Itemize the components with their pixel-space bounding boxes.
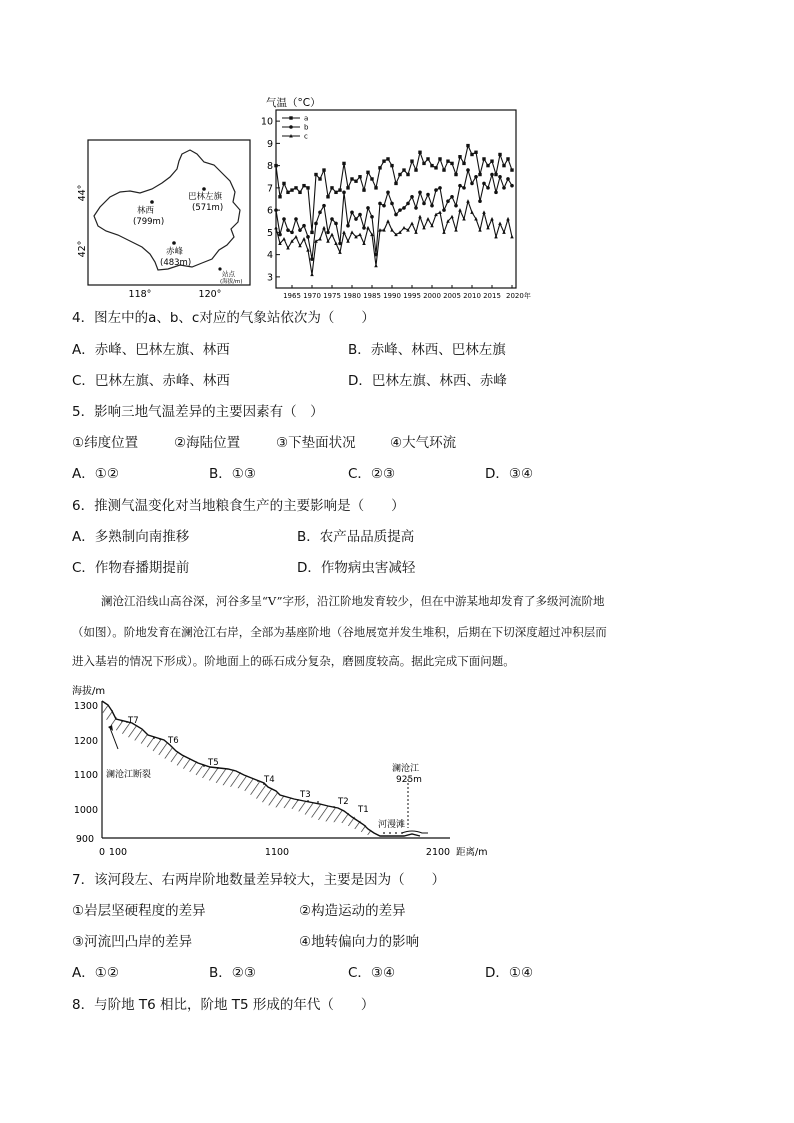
legend-label-a: a (304, 114, 309, 123)
x-tick-label: 2000 (423, 292, 441, 300)
point-b (274, 208, 278, 212)
profile-ytick-900: 900 (75, 834, 94, 845)
point-b (302, 224, 306, 228)
station-elev-chifeng: (483m) (160, 258, 192, 268)
q7-stem: 7．该河段左、右两岸阶地数量差异较大，主要是因为（ ） (72, 872, 446, 888)
legend-label: 站点 (222, 270, 235, 278)
point-a (450, 162, 453, 165)
y-tick-label: 7 (266, 183, 273, 195)
point-a (478, 173, 481, 176)
q4-option-b[interactable]: B．赤峰、林西、巴林左旗 (348, 342, 506, 358)
point-b (442, 208, 446, 212)
temperature-chart (260, 92, 531, 304)
q4-option-a[interactable]: A．赤峰、巴林左旗、林西 (72, 342, 230, 358)
point-b (358, 213, 362, 217)
point-b (334, 222, 338, 226)
point-b (430, 204, 434, 208)
x-tick-label: 2015 (483, 292, 501, 300)
point-a (322, 168, 325, 171)
y-tick-label: 8 (266, 161, 273, 173)
point-b (414, 206, 418, 210)
lon-label-118: 118° (128, 289, 152, 300)
point-b (290, 231, 294, 235)
point-b (382, 204, 386, 208)
point-a (502, 164, 505, 167)
point-c (454, 228, 458, 232)
point-a (474, 151, 477, 154)
point-b (458, 184, 462, 188)
point-a (382, 159, 385, 162)
point-b (478, 199, 482, 203)
point-b (470, 182, 474, 186)
point-c (466, 199, 470, 203)
point-b (346, 224, 350, 228)
point-b (502, 186, 506, 190)
profile-xtick-1100: 1100 (264, 847, 290, 858)
point-c (426, 217, 430, 221)
point-b (422, 202, 426, 206)
point-c (450, 215, 454, 219)
point-a (434, 166, 437, 169)
river-elevation: 925m (396, 775, 422, 785)
point-c (282, 237, 286, 241)
point-b (506, 177, 510, 181)
point-c (310, 273, 314, 277)
point-b (498, 175, 502, 179)
x-tick-label: 1965 (283, 292, 301, 300)
point-b (394, 213, 398, 217)
point-a (390, 164, 393, 167)
point-a (290, 188, 293, 191)
point-b (482, 182, 486, 186)
point-c (498, 221, 502, 225)
point-a (362, 188, 365, 191)
q7-option-d[interactable]: D．①④ (485, 965, 534, 981)
terrace-label-t3: T3 (300, 790, 311, 800)
ground-profile (102, 701, 420, 836)
legend-label-c: c (304, 132, 308, 141)
point-a (398, 173, 401, 176)
fault-pointer (110, 728, 118, 749)
x-tick-label: 2020年 (506, 292, 531, 300)
point-a (506, 157, 509, 160)
point-a (438, 157, 441, 160)
profile-xtick-2100: 2100 (425, 847, 451, 858)
point-c (470, 210, 474, 214)
profile-ylabel: 海拔/m (72, 686, 106, 697)
point-b (446, 199, 450, 203)
point-b (438, 186, 442, 190)
station-elev-balinzuoqi: (571m) (192, 203, 224, 213)
point-c (410, 221, 414, 225)
bedrock-hatch (102, 701, 374, 835)
point-a (342, 162, 345, 165)
q5-item-3: ③下垫面状况 (276, 435, 356, 451)
point-a (490, 159, 493, 162)
point-c (358, 233, 362, 237)
q7-option-c[interactable]: C．③④ (348, 965, 396, 981)
point-a (458, 155, 461, 158)
point-a (418, 151, 421, 154)
station-name-balinzuoqi: 巴林左旗 (188, 192, 223, 202)
terrace-label-t1: T1 (358, 805, 369, 815)
y-tick-label: 9 (266, 138, 273, 150)
point-a (426, 157, 429, 160)
point-a (510, 168, 513, 171)
chart-ylabel: 气温（°C） (266, 97, 321, 109)
point-b (298, 228, 302, 232)
point-a (430, 164, 433, 167)
point-a (306, 186, 309, 189)
profile-xtick-0: 0 (98, 847, 106, 858)
point-a (386, 157, 389, 160)
point-a (310, 231, 313, 234)
q6-stem: 6．推测气温变化对当地粮食生产的主要影响是（ ） (72, 498, 405, 514)
q7-item-1: ①岩层坚硬程度的差异 (72, 903, 206, 919)
passage-line-2: （如图）。阶地发育在澜沧江右岸，全部为基座阶地（谷地展宽并发生堆积，后期在下切深度超过冲积层而 (72, 625, 607, 639)
point-a (422, 162, 425, 165)
point-c (510, 235, 514, 239)
point-c (342, 230, 346, 234)
q7-option-a[interactable]: A．①② (72, 965, 119, 981)
legend-label-b: b (304, 123, 309, 132)
station-map (77, 137, 254, 301)
point-a (402, 168, 405, 171)
point-a (302, 184, 305, 187)
station-elev-linxi: (799m) (133, 217, 165, 227)
river-label: 澜沧江 (392, 764, 420, 774)
series-line-b (276, 170, 512, 259)
point-a (334, 191, 337, 194)
point-a (394, 182, 397, 185)
point-b (494, 191, 498, 195)
point-c (374, 264, 378, 268)
point-a (470, 153, 473, 156)
terrace-label-t7: T7 (128, 716, 139, 726)
legend-marker-a (289, 116, 292, 119)
point-c (366, 226, 370, 230)
q5-option-b[interactable]: B．①③ (209, 466, 256, 482)
q8-stem: 8．与阶地 T6 相比，阶地 T5 形成的年代（ ） (72, 997, 375, 1013)
point-b (398, 208, 402, 212)
point-b (350, 211, 354, 215)
point-b (418, 191, 422, 195)
q4-option-d[interactable]: D．巴林左旗、林西、赤峰 (348, 373, 507, 389)
point-b (426, 193, 430, 197)
point-a (454, 173, 457, 176)
terrace-label-t5: T5 (208, 758, 219, 768)
passage-line-3: 进入基岩的情况下形成）。阶地面上的砾石成分复杂，磨圆度较高。据此完成下面问题。 (72, 654, 515, 668)
q6-option-b[interactable]: B．农产品品质提高 (297, 529, 415, 545)
point-a (414, 168, 417, 171)
q6-option-d[interactable]: D．作物病虫害减轻 (297, 560, 416, 576)
point-b (362, 226, 366, 230)
point-b (378, 202, 382, 206)
point-a (286, 191, 289, 194)
profile-ytick-1000: 1000 (73, 805, 98, 816)
point-a (346, 186, 349, 189)
y-tick-label: 3 (266, 272, 273, 284)
point-c (442, 230, 446, 234)
fault-label: 澜沧江断裂 (106, 770, 152, 780)
point-b (326, 231, 330, 235)
passage-line-1: 澜沧江沿线山高谷深，河谷多呈“V”字形，沿江阶地发育较少，但在中游某地却发育了多级河流阶地 (101, 594, 605, 608)
point-a (338, 188, 341, 191)
point-c (478, 228, 482, 232)
point-c (386, 219, 390, 223)
q5-option-c[interactable]: C．②③ (348, 466, 396, 482)
q7-item-4: ④地转偏向力的影响 (299, 934, 420, 950)
point-c (438, 210, 442, 214)
profile-ytick-1300: 1300 (73, 701, 98, 712)
point-b (386, 191, 390, 195)
point-c (302, 237, 306, 241)
x-tick-label: 1970 (303, 292, 321, 300)
point-b (434, 188, 438, 192)
point-b (330, 217, 334, 221)
terrace-label-t6: T6 (168, 736, 179, 746)
point-a (294, 186, 297, 189)
point-b (466, 168, 470, 172)
station-name-chifeng: 赤峰 (166, 247, 184, 257)
point-a (282, 182, 285, 185)
profile-ytick-1100: 1100 (73, 770, 98, 781)
x-tick-label: 1975 (323, 292, 341, 300)
terrace-label-t4: T4 (264, 775, 275, 785)
point-a (406, 173, 409, 176)
point-b (454, 204, 458, 208)
river-channel (402, 831, 428, 833)
point-b (322, 204, 326, 208)
point-b (402, 206, 406, 210)
point-b (366, 206, 370, 210)
x-tick-label: 1995 (403, 292, 421, 300)
point-a (358, 175, 361, 178)
point-b (510, 184, 514, 188)
point-b (486, 186, 490, 190)
point-b (354, 217, 358, 221)
point-b (370, 215, 374, 219)
profile-ytick-1200: 1200 (73, 736, 98, 747)
q4-stem: 4．图左中的a、b、c对应的气象站依次为（ ） (72, 310, 375, 326)
point-b (406, 202, 410, 206)
lat-label-42: 42° (77, 240, 88, 258)
legend-marker-b (289, 125, 293, 129)
point-b (278, 233, 282, 237)
point-a (278, 195, 281, 198)
point-b (286, 228, 290, 232)
point-b (306, 235, 310, 239)
point-a (314, 173, 317, 176)
point-a (374, 186, 377, 189)
point-c (418, 215, 422, 219)
point-a (482, 157, 485, 160)
point-b (410, 195, 414, 199)
point-a (318, 177, 321, 180)
point-c (306, 248, 310, 252)
point-c (322, 226, 326, 230)
point-b (390, 202, 394, 206)
point-b (450, 195, 454, 199)
point-b (462, 186, 466, 190)
station-name-linxi: 林西 (137, 206, 155, 216)
x-tick-label: 1980 (343, 292, 361, 300)
q7-item-3: ③河流凹凸岸的差异 (72, 934, 193, 950)
point-b (294, 217, 298, 221)
point-a (366, 171, 369, 174)
point-a (486, 164, 489, 167)
q7-item-2: ②构造运动的差异 (299, 903, 406, 919)
point-a (446, 159, 449, 162)
point-a (298, 191, 301, 194)
point-c (330, 233, 334, 237)
q7-option-b[interactable]: B．②③ (209, 965, 256, 981)
terrace-profile (72, 683, 502, 863)
point-b (314, 222, 318, 226)
point-a (410, 159, 413, 162)
x-tick-label: 1990 (383, 292, 401, 300)
q5-item-1: ①纬度位置 (72, 435, 139, 451)
point-a (354, 180, 357, 183)
terrace-label-t2: T2 (338, 797, 349, 807)
point-c (482, 210, 486, 214)
point-c (274, 226, 278, 230)
series-line-c (276, 201, 512, 274)
q5-option-d[interactable]: D．③④ (485, 466, 534, 482)
lon-label-120: 120° (198, 289, 222, 300)
point-a (326, 195, 329, 198)
y-tick-label: 10 (260, 116, 273, 128)
point-a (330, 186, 333, 189)
station-dot-balinzuoqi (202, 187, 206, 191)
point-c (294, 235, 298, 239)
station-dot-chifeng (172, 241, 176, 245)
point-b (490, 173, 494, 177)
point-c (350, 230, 354, 234)
station-dot-linxi (150, 200, 154, 204)
point-c (402, 226, 406, 230)
point-c (506, 217, 510, 221)
point-c (458, 208, 462, 212)
q5-stem: 5．影响三地气温差异的主要因素有（ ） (72, 404, 324, 420)
lat-label-44: 44° (77, 184, 88, 202)
profile-xlabel: 距离/m (456, 847, 488, 858)
point-a (466, 144, 469, 147)
x-tick-label: 2010 (463, 292, 481, 300)
point-a (370, 177, 373, 180)
point-c (490, 217, 494, 221)
legend-sub: (海拔/m) (220, 279, 243, 285)
q4-option-c[interactable]: C．巴林左旗、赤峰、林西 (72, 373, 230, 389)
point-a (442, 168, 445, 171)
floodplain-label: 河漫滩 (378, 820, 406, 830)
point-a (462, 162, 465, 165)
q5-option-a[interactable]: A．①② (72, 466, 119, 482)
y-tick-label: 5 (266, 227, 273, 239)
x-tick-label: 1985 (363, 292, 381, 300)
point-b (318, 211, 322, 215)
point-c (318, 237, 322, 241)
profile-xtick-100: 100 (108, 847, 128, 858)
x-tick-label: 2005 (443, 292, 461, 300)
q6-option-a[interactable]: A．多熟制向南推移 (72, 529, 190, 545)
q5-item-2: ②海陆位置 (174, 435, 241, 451)
point-a (274, 164, 277, 167)
point-b (342, 191, 346, 195)
y-tick-label: 4 (266, 250, 273, 262)
point-b (474, 175, 478, 179)
point-a (350, 177, 353, 180)
point-a (498, 153, 501, 156)
y-tick-label: 6 (266, 205, 273, 217)
point-a (378, 166, 381, 169)
point-b (282, 217, 286, 221)
point-c (494, 235, 498, 239)
q6-option-c[interactable]: C．作物春播期提前 (72, 560, 190, 576)
point-a (494, 173, 497, 176)
q5-item-4: ④大气环流 (390, 435, 457, 451)
